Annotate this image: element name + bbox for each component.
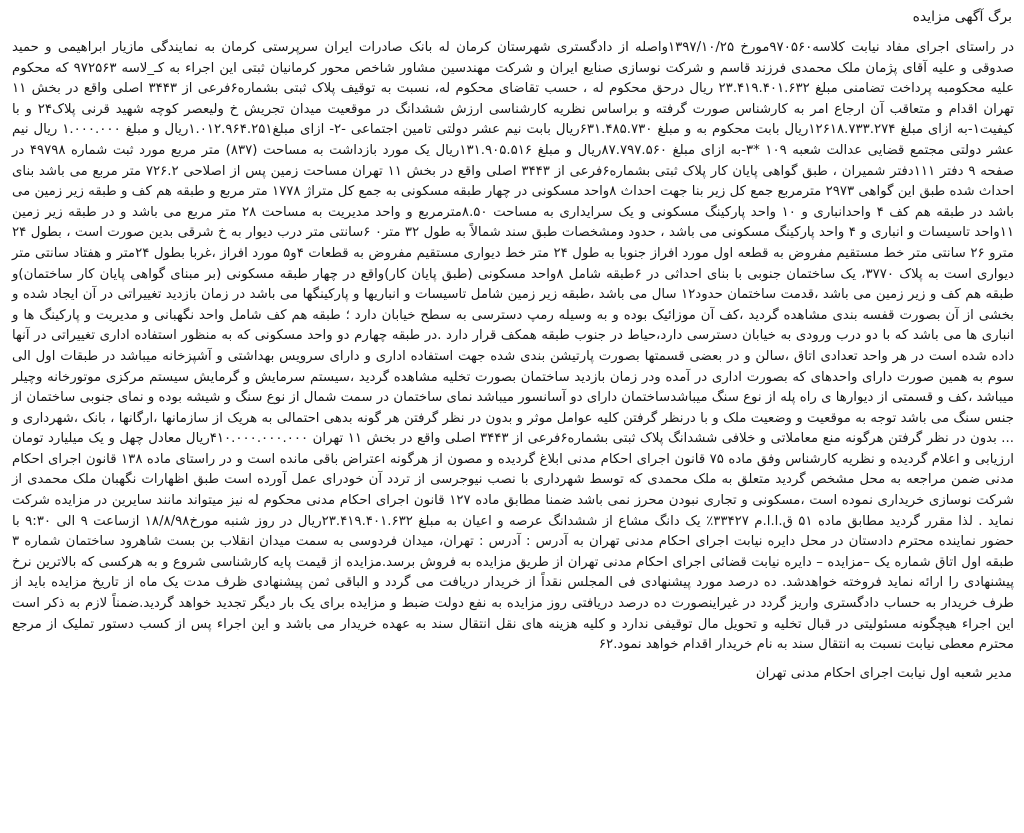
notice-body-text: در راستای اجرای مفاد نیابت کلاسه۹۷۰۵۶۰مورخ ۱۳۹۷/۱۰/۲۵واصله از دادگستری شهرستان کرمان له بانک صادرات ایران سرپرستی کرمان به نمایندگی مازیار ابراهیمی و حمید صدوقی و علیه آقای پژمان ملک محمدی فرزند قاسم و شرکت نوسازی صنایع ایران و شرکت مهندسین مشاور شاخص محور کرمانیان ثبتی این اجراء به کـ_لاسه ۹۷۲۵۶۳ که محکوم علیه محکومبه پرداخت تضامنی مبلغ ۲۳.۴۱۹.۴۰۱.۶۳۲ ریال درحق محکوم له ، حسب تقاضای محکوم له، نسبت به توقیف پلاک ثبتی بشماره۶فرعی از ۳۴۴۳ اصلی واقع در بخش ۱۱ تهران اقدام و متعاقب آن ارجاع امر به کارشناس صورت گرفته و براساس نظریه کارشناسی ارزش ششدانگ در موقعیت میدان تجریش خ ولیعصر کوچه شهید قرنی پلاک۲۴ و با کیفیت۱-به ازای مبلغ ۱۲۶۱۸.۷۳۳.۲۷۴ریال بابت محکوم به و مبلغ ۶۳۱.۴۸۵.۷۳۰ریال بابت نیم عشر دولتی تامین اجتماعی -۲- ازای مبلغ۱.۰۱۲.۹۶۴.۲۵۱ریال و مبلغ ۱.۰۰۰.۰۰۰ ریال نیم عشر دولتی مجتمع قضایی عدالت شعبه ۱۰۹ *۳-به ازای مبلغ ۸۷.۷۹۷.۵۶۰ریال و مبلغ ۱۳۱.۹۰۵.۵۱۶ریال یک مورد بازداشت به مساحت (۸۳۷) متر مربع مورد ثبت شماره ۴۹۷۹۸ در صفحه ۹ دفتر ۱۱۱دفتر شمیران ، طبق گواهی پایان کار پلاک ثبتی بشماره۶فرعی از ۳۴۴۳ اصلی واقع در بخش ۱۱ تهران مساحت زمین پس از اصلاحی ۷۲۶.۲ متر مربع می باشد بنای احداث شده طبق این گواهی ۲۹۷۳ مترمربع جمع کل زیر بنا جهت احداث ۸واحد مسکونی در چهار طبقه مسکونی به جمع کل متراژ ۱۷۷۸ متر مربع و طبقه هم کف و طبقه زیر زمین می باشد در طبقه هم کف ۴ واحدانباری و ۱۰ واحد پارکینگ مسکونی و یک سرایداری به مساحت ۸.۵۰مترمربع و واحد مدیریت به مساحت ۲۸ متر مربع می باشد و در طبقه زیر زمین ۱۱واحد تاسیسات و انباری و ۴ واحد پارکینگ مسکونی می باشد ، حدود ومشخصات طبق سند شمالاً به طول ۳۲ متر۰ ۶سانتی متر درب دیوار به خ شرقی بدین صورت است ، بطول ۲۴ مترو ۲۶ سانتی متر خط مستقیم مفروض به قطعه اول مورد افراز جنوبا به طول ۲۴ متر خط دیواری مستقیم مفروض به قطعات ۴و۵ مورد افراز ،غربا بطول ۲۴متر و هفتاد سانتی متر دیواری است به پلاک ۳۷۷۰، یک ساختمان جنوبی با بنای احداثی در ۶طبقه شامل ۸واحد مسکونی (طبق پایان کار)واقع در چهار طبقه مسکونی (بر مبنای گواهی پایان کار ساختمان)و طبقه هم کف و زیر زمین می باشد ،قدمت ساختمان حدود۱۲ سال می باشد ،طبقه زیر زمین شامل تاسیسات و انباریها و پارکینگها می باشد در زمان بازدید تغییراتی در آن ایجاد شده و بخشی از آن بصورت قفسه بندی مشاهده گردید ،کف آن موزائیک بوده و به وسیله رمپ دسترسی به سطح خیابان دارد ؛ طبقه هم کف شامل واحد نگهبانی و مدیریت و پارکینگ ها و انباری ها می باشد که با دو درب ورودی به خیابان دسترسی دارد،حیاط در جنوب طبقه همکف قرار دارد .در طبقه چهارم دو واحد مسکونی که به منظور استفاده اداری تغییراتی در آنها داده شده است در هر واحد تعدادی اتاق ،سالن و در بعضی قسمتها بصورت پارتیشن بندی شده جهت استفاده اداری و دارای سرویس بهداشتی و آشپزخانه میباشد در طبقات اول الی سوم به همین صورت دارای واحدهای که بصورت اداری در آمده ودر زمان بازدید ساختمان بصورت تخلیه مشاهده گردید ،سیستم سرمایش و گرمایش سیستم مرکزی موتورخانه وچیلر میباشد ،کف و قسمتی از دیوارها ی راه پله از نوع سنگ میباشدساختمان دارای دو آسانسور میباشد نمای ساختمان در سمت شمال از نوع سنگ و شیشه بوده و نمای جنوبی ساختمان از جنس سنگ می باشد توجه به موقعیت و وضعیت ملک و با درنظر گرفتن کلیه عوامل موثر و بدون در نظر گرفتن هر گونه بدهی احتمالی به هریک از سازمانها ،ارگانها ، بانک ،شهرداری و ... بدون در نظر گرفتن هرگونه منع معاملاتی و خلافی ششدانگ پلاک ثبتی بشماره۶فرعی از ۳۴۴۳ اصلی واقع در بخش ۱۱ تهران ۴۱۰.۰۰۰.۰۰۰.۰۰۰ریال معادل چهل و یک میلیارد تومان ارزیابی و اعلام گردیده و نظریه کارشناس وفق ماده ۷۵ قانون اجرای احکام مدنی ابلاغ گردیده و مصون از هرگونه اعتراض باقی مانده است و در راستای ماده ۱۳۸ قانون اجرای احکام مدنی ضمن مراجعه به محل مشخص گردید متعلق به ملک محمدی که توسط شهرداری با نصب نیوجرسی از تردد آن خودرای عمل آورده است طبق اظهارات نگهبان ملک محمدی از شرکت نوسازی خریداری نموده است ،مسکونی و تجاری نبودن محرز نمی باشد ضمنا مطابق ماده ۱۲۷ قانون اجرای احکام مدنی محکوم له نیز میتواند مانند سایرین در مزایده شرکت نماید . لذا مقرر گردید مطابق ماده ۵۱ ق.ا.ا.م ۳۳۴۲۷٪ یک دانگ مشاع از ششدانگ عرصه و اعیان به مبلغ ۲۳.۴۱۹.۴۰۱.۶۳۲ریال در روز شنبه مورخ۱۸/۸/۹۸ ازساعت ۹ الی ۹:۳۰ با حضور نماینده محترم دادستان در محل دایره نیابت اجرای احکام مدنی تهران به آدرس : آدرس : تهران، میدان فردوسی به سمت میدان انقلاب بن بست شاهرود ساختمان شماره ۳ طبقه اول اتاق شماره یک –مزایده – دایره نیابت قضائی اجرای احکام مدنی تهران از طریق مزایده به فروش برسد.مزایده از قیمت پایه کارشناسی شروع و به هرکسی که بالاترین نرخ پیشنهادی را ارائه نماید فروخته خواهدشد. ده درصد مورد پیشنهادی فی المجلس نقداً از خریدار دریافت می گردد و الباقی ثمن پیشنهادی ظرف مدت یک ماه از تاریخ مزایده باید از طرف خریدار به حساب دادگستری واریز گردد در غیراینصورت ده درصد دریافتی روز مزایده به نفع دولت ضبط و مزایده برای یک بار دیگر تجدید خواهد گردید.ضمناً لازم به ذکر است این اجراء هیچگونه مسئولیتی در قبال تخلیه و تحویل مال توقیفی ندارد و کلیه هزینه های نقل انتقال سند به عهده خریدار می باشد و این اجراء پس از کسب دستور تملیک از مرجع محترم معطی نیابت نسبت به انتقال سند به نام خریدار اقدام خواهد نمود.۶۲ <box>12 40 1015 653</box>
signature-block <box>10 664 1014 684</box>
notice-title: برگ آگهی مزایده <box>912 9 1012 25</box>
signature-line: مدیر شعبه اول نیابت اجرای احکام مدنی تهران <box>755 665 1012 681</box>
